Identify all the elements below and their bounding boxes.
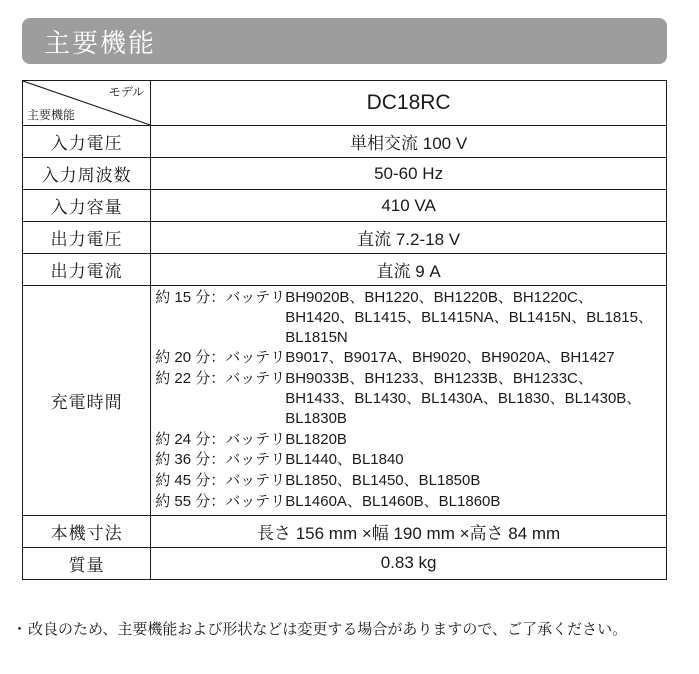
row-value-dimensions: 長さ 156 mm ×幅 190 mm ×高さ 84 mm bbox=[151, 515, 667, 547]
charging-group bbox=[155, 348, 662, 368]
row-value-weight: 0.83 kg bbox=[151, 547, 667, 579]
row-label-dimensions: 本機寸法 bbox=[23, 515, 151, 547]
charging-battery-list: BH9020B、BH1220、BH1220B、BH1220C、BH1420、BL1415、BL1415NA、BL1415N、BL1815、BL1815N bbox=[285, 289, 653, 346]
charging-battery-list: BL1820B bbox=[285, 430, 347, 448]
charging-time-label: 約 22 分：バッテリ bbox=[155, 370, 286, 388]
charging-battery-list: BH9033B、BH1233、BH1233B、BH1233C、BH1433、BL1430、BL1430A、BL1830、BL1430B、BL1830B bbox=[285, 370, 642, 427]
bullet-icon: ・ bbox=[12, 621, 28, 638]
table-row bbox=[23, 158, 667, 190]
charging-time-label: 約 20 分：バッテリ bbox=[155, 349, 286, 367]
charging-group bbox=[155, 450, 662, 470]
corner-model-label: モデル bbox=[108, 85, 145, 99]
row-label-output-voltage: 出力電圧 bbox=[23, 222, 151, 254]
row-label-input-capacity: 入力容量 bbox=[23, 190, 151, 222]
row-value-output-voltage: 直流 7.2-18 V bbox=[151, 222, 667, 254]
charging-group bbox=[155, 492, 662, 512]
specifications-table bbox=[22, 80, 667, 580]
page-title: 主要機能 bbox=[44, 27, 157, 58]
charging-group bbox=[155, 471, 662, 491]
row-label-input-frequency: 入力周波数 bbox=[23, 158, 151, 190]
charging-battery-list: BL1460A、BL1460B、BL1860B bbox=[285, 492, 501, 510]
footnote-text: 改良のため、主要機能および形状などは変更する場合がありますので、ご了承ください。 bbox=[28, 621, 628, 638]
table-row bbox=[23, 126, 667, 158]
charging-battery-list: BL1440、BL1840 bbox=[285, 451, 404, 469]
charging-group bbox=[155, 288, 662, 347]
charging-time-label: 約 15 分：バッテリ bbox=[155, 289, 286, 306]
row-value-output-current: 直流 9 A bbox=[151, 254, 667, 286]
charging-battery-list: BL1850、BL1450、BL1850B bbox=[285, 472, 481, 490]
row-label-output-current: 出力電流 bbox=[23, 254, 151, 286]
charging-time-label: 約 55 分：バッテリ bbox=[155, 492, 286, 510]
row-label-input-voltage: 入力電圧 bbox=[23, 126, 151, 158]
charging-group bbox=[155, 430, 662, 450]
row-label-charging-time: 充電時間 bbox=[23, 286, 151, 516]
charging-group bbox=[155, 369, 662, 428]
row-value-input-voltage: 単相交流 100 V bbox=[151, 126, 667, 158]
corner-feature-label: 主要機能 bbox=[27, 108, 76, 122]
model-name-cell: DC18RC bbox=[151, 81, 667, 126]
table-row bbox=[23, 254, 667, 286]
row-value-input-frequency: 50-60 Hz bbox=[151, 158, 667, 190]
table-row-header bbox=[23, 81, 667, 126]
section-header-banner bbox=[22, 18, 667, 64]
table-row bbox=[23, 190, 667, 222]
charging-time-label: 約 45 分：バッテリ bbox=[155, 472, 286, 490]
table-row bbox=[23, 515, 667, 547]
row-label-weight: 質量 bbox=[23, 547, 151, 579]
table-row-charging-time bbox=[23, 286, 667, 516]
table-row bbox=[23, 547, 667, 579]
row-value-charging-time bbox=[151, 286, 667, 516]
footnote bbox=[12, 618, 682, 642]
table-row bbox=[23, 222, 667, 254]
charging-time-label: 約 36 分：バッテリ bbox=[155, 451, 286, 469]
row-value-input-capacity: 410 VA bbox=[151, 190, 667, 222]
charging-battery-list: B9017、B9017A、BH9020、BH9020A、BH1427 bbox=[285, 349, 615, 367]
charging-time-label: 約 24 分：バッテリ bbox=[155, 430, 286, 448]
corner-header-cell bbox=[23, 81, 151, 126]
